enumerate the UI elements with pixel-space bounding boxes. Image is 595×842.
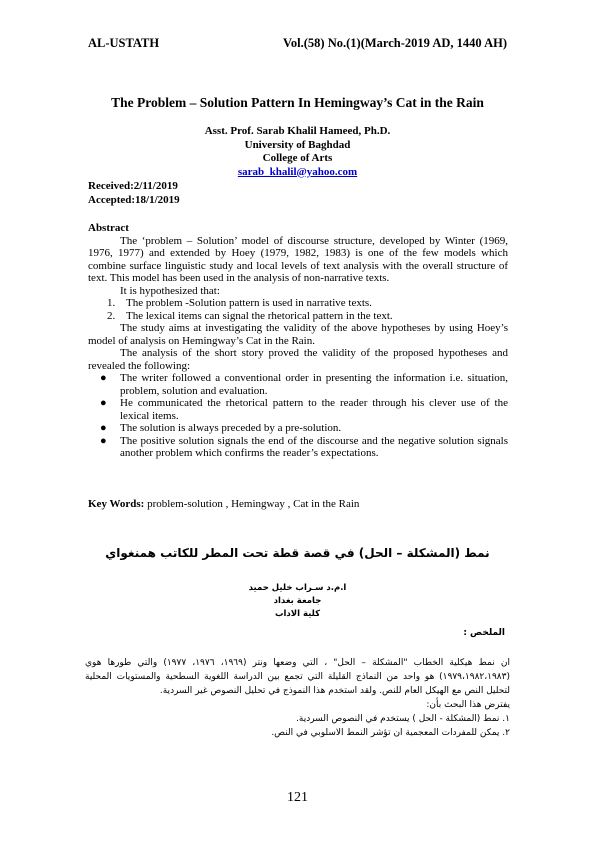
abstract-paragraph: The study aims at investigating the validity of the above hypotheses by using Hoey’s model of analysis on Hemingway’s Cat in the Rain. [88,322,508,347]
bullet-icon: ● [100,372,107,384]
finding-text: He communicated the rhetorical pattern to the reader through his clever use of the lexical items. [120,397,508,422]
hypothesis-intro: It is hypothesized that: [120,284,220,297]
dates-block [88,180,180,207]
hypotheses-list [88,297,508,322]
author-name: Asst. Prof. Sarab Khalil Hameed, Ph.D. [204,125,391,137]
arabic-hypothesis-item: ١. نمط (المشكلة - الحل ) يستخدم في النصوص السردية. [296,714,510,724]
author-block [88,125,507,179]
finding-item [100,397,508,422]
arabic-university: جامعة بغداد [273,596,322,606]
accepted-date: Accepted:18/1/2019 [88,193,180,206]
bullet-icon: ● [100,397,107,409]
author-university: University of Baghdad [244,138,351,151]
journal-name: AL-USTATH [88,36,160,50]
keywords-line [88,498,359,510]
finding-item [100,372,508,397]
arabic-college: كلية الاداب [274,609,321,619]
abstract-heading: Abstract [88,222,129,234]
page-number: 121 [287,790,308,805]
finding-text: The writer followed a conventional order in presenting the information i.e. situation, problem, solution and evaluation. [120,372,508,397]
finding-item [100,422,508,435]
abstract-section [88,222,508,460]
arabic-summary-body [85,656,510,740]
bullet-icon: ● [100,434,107,447]
finding-item [100,434,508,460]
keywords-text: problem-solution , Hemingway , Cat in the Rain [144,498,360,510]
arabic-summary-heading: الملخص : [463,628,505,638]
arabic-author-block [180,582,415,621]
arabic-hypothesis-item: ٢. يمكن للمفردات المعجمية ان تؤشر النمط الاسلوبي في النص. [271,728,510,738]
hypothesis-item: 1. The problem -Solution pattern is used in narrative texts. [118,297,508,310]
arabic-title: نمط (المشكلة – الحل) في قصة قطة تحت المطر للكاتب همنغواي [105,546,490,560]
bullet-icon: ● [100,422,107,434]
finding-text: The solution is always preceded by a pre-solution. [120,422,342,434]
arabic-hypothesis-intro: يفترض هذا البحث بأن: [426,700,510,710]
paper-title: The Problem – Solution Pattern In Hemingway’s Cat in the Rain [111,95,484,110]
arabic-paragraph: ان نمط هيكلية الخطاب "المشكلة – الحل" ، التي وضعها ونتر (١٩٦٩، ١٩٧٦، ١٩٧٧) والتي طورها هوي (١٩٧٩،١٩٨٢،١٩٨٣) هو واحد من النماذج القليلة التي تجمع بين الدراسة اللغوية السطحية والمستويات المحلية لتحليل النص مع الهيكل العام للنص. ولقد استخدم هذا النموذج في تحليل النصوص غير السردية. [85,658,510,696]
keywords-label: Key Words: [88,498,145,510]
finding-text: The positive solution signals the end of the discourse and the negative solution signals another problem which confirms the reader’s expectations. [120,434,508,459]
received-date: Received:2/11/2019 [88,180,178,192]
arabic-author-name: ا.م.د سـراب خليل حميد [248,583,347,593]
abstract-paragraph: The ‘problem – Solution’ model of discourse structure, developed by Winter (1969, 1976, 1977) and extended by Hoey (1979, 1982, 1983) is one of the few models which combine surface linguistic study and local levels of text analysis with the overall structure of text. This model has been used in the analysis of non-narrative texts. [88,234,508,284]
abstract-paragraph: The analysis of the short story proved the validity of the proposed hypotheses and revealed the following: [88,347,508,372]
author-email-link[interactable]: sarab_khalil@yahoo.com [237,165,358,178]
hypothesis-item: 2. The lexical items can signal the rhetorical pattern in the text. [118,310,508,323]
author-college: College of Arts [262,152,333,164]
findings-list [88,372,508,460]
volume-info: Vol.(58) No.(1)(March-2019 AD, 1440 AH) [283,36,507,50]
